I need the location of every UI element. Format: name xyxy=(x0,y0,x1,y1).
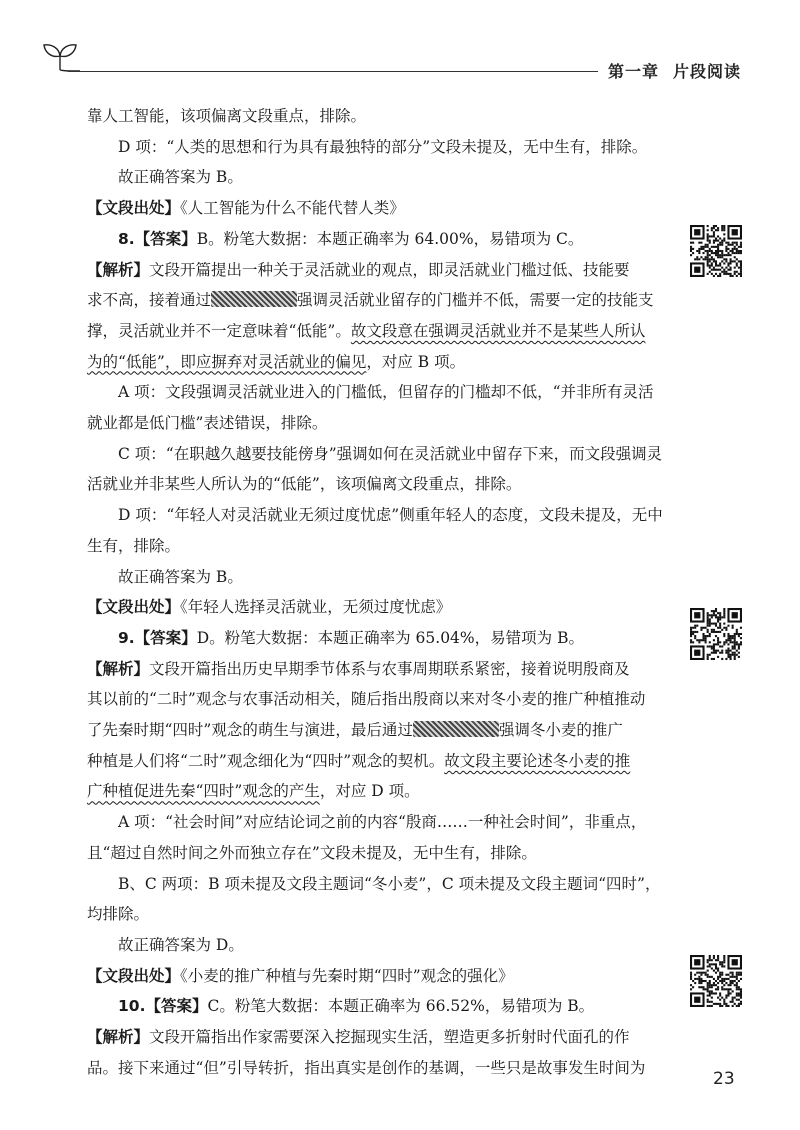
text-line: 故正确答案为 D。 xyxy=(118,935,244,954)
text-line: 撑，灵活就业并不一定意味着“低能”。故文段意在强调灵活就业并不是某些人所认 xyxy=(87,321,646,340)
text-line: 生有，排除。 xyxy=(87,536,181,555)
wavy-underline-text: 故文段主要论述冬小麦的推 xyxy=(444,751,631,770)
qr-code-icon[interactable] xyxy=(690,608,742,660)
source-title: 《小麦的推广种植与先秦时期“四时”观念的强化》 xyxy=(180,966,514,985)
text-line: 其以前的“二时”观念与农事活动相关，随后指出殷商以来对冬小麦的推广种植推动 xyxy=(87,690,646,709)
text-line: 品。接下来通过“但”引导转折，指出真实是创作的基调，一些只是故事发生时间为 xyxy=(87,1058,646,1077)
text-line: 了先秦时期“四时”观念的萌生与演进，最后通过 强调冬小麦的推广 xyxy=(87,721,623,740)
qr-code-icon[interactable] xyxy=(690,225,742,277)
answer-line-q9 xyxy=(87,623,669,654)
wavy-underline-text: 故文段意在强调灵活就业并不是某些人所认 xyxy=(350,321,646,340)
page-header xyxy=(0,0,800,100)
answer-text: B。粉笔大数据：本题正确率为 64.00%，易错项为 C。 xyxy=(196,229,584,248)
scribble-redaction xyxy=(413,721,499,737)
source-line xyxy=(87,961,669,992)
text-line: D 项：“人类的思想和行为具有最独特的部分”文段未提及，无中生有，排除。 xyxy=(118,137,648,156)
analysis-tag: 【解析】 xyxy=(87,1028,150,1047)
text-line: 活就业并非某些人所认为的“低能”，该项偏离文段重点，排除。 xyxy=(87,475,522,494)
page-number: 23 xyxy=(713,1069,735,1089)
answer-text: C。粉笔大数据：本题正确率为 66.52%，易错项为 B。 xyxy=(207,997,595,1016)
analysis-text: 文段开篇提出一种关于灵活就业的观点，即灵活就业门槛过低、技能要 xyxy=(149,260,630,279)
text-line: A 项：文段强调灵活就业进入的门槛低，但留存的门槛却不低，“并非所有灵活 xyxy=(118,383,654,402)
answer-text: D。粉笔大数据：本题正确率为 65.04%，易错项为 B。 xyxy=(196,628,584,647)
source-line xyxy=(87,193,669,224)
text-line: 均排除。 xyxy=(87,905,150,924)
text-line: 种植是人们将“二时”观念细化为“四时”观念的契机。故文段主要论述冬小麦的推 xyxy=(87,751,631,770)
answer-tag: 9.【答案】 xyxy=(118,628,197,647)
wavy-underline-text: 广种植促进先秦“四时”观念的产生 xyxy=(87,782,320,801)
source-tag: 【文段出处】 xyxy=(87,598,181,617)
source-tag: 【文段出处】 xyxy=(87,966,181,985)
answer-tag: 8.【答案】 xyxy=(118,229,197,248)
text-line: 为的“低能”，即应摒弃对灵活就业的偏见，对应 B 项。 xyxy=(87,352,466,371)
analysis-text: 文段开篇指出作家需要深入挖掘现实生活，塑造更多折射时代面孔的作 xyxy=(149,1028,630,1047)
text-line: C 项：“在职越久越要技能傍身”强调如何在灵活就业中留存下来，而文段强调灵 xyxy=(118,444,663,463)
text-line: 且“超过自然时间之外而独立存在”文段未提及，无中生有，排除。 xyxy=(87,843,537,862)
header-title xyxy=(608,59,788,82)
analysis-line xyxy=(87,654,669,685)
text-line: 靠人工智能，该项偏离文段重点，排除。 xyxy=(87,107,367,125)
text-line: 就业都是低门槛”表述错误，排除。 xyxy=(87,414,328,433)
text-line: 求不高，接着通过 强调灵活就业留存的门槛并不低，需要一定的技能支 xyxy=(87,291,654,310)
qr-code-icon[interactable] xyxy=(690,955,742,1007)
answer-tag: 10.【答案】 xyxy=(118,997,208,1016)
answer-line-q8 xyxy=(87,224,669,255)
analysis-text: 文段开篇指出历史早期季节体系与农事周期联系紧密，接着说明殷商及 xyxy=(149,659,630,678)
source-line xyxy=(87,592,669,623)
answer-explanation-text xyxy=(87,101,669,1084)
wavy-underline-text: 为的“低能”，即应摒弃对灵活就业的偏见 xyxy=(87,352,367,371)
text-line: B、C 两项：B 项未提及文段主题词“冬小麦”，C 项未提及文段主题词“四时”， xyxy=(118,874,661,893)
analysis-line xyxy=(87,255,669,286)
analysis-tag: 【解析】 xyxy=(87,659,150,678)
chapter-label: 第一章 xyxy=(608,62,660,81)
source-title: 《人工智能为什么不能代替人类》 xyxy=(180,199,405,218)
analysis-line xyxy=(87,1022,669,1053)
analysis-tag: 【解析】 xyxy=(87,260,150,279)
text-line: 故正确答案为 B。 xyxy=(118,168,243,187)
source-tag: 【文段出处】 xyxy=(87,199,181,218)
scribble-redaction xyxy=(211,291,297,307)
text-line: A 项：“社会时间”对应结论词之前的内容“殷商……一种社会时间”，非重点， xyxy=(118,813,647,832)
text-line: D 项：“年轻人对灵活就业无须过度忧虑”侧重年轻人的态度，文段未提及，无中 xyxy=(118,506,663,525)
text-line: 故正确答案为 B。 xyxy=(118,567,243,586)
section-label: 片段阅读 xyxy=(673,62,742,81)
header-rule xyxy=(68,71,598,72)
source-title: 《年轻人选择灵活就业，无须过度忧虑》 xyxy=(180,598,452,617)
text-line: 广种植促进先秦“四时”观念的产生，对应 D 项。 xyxy=(87,782,420,801)
answer-line-q10 xyxy=(87,991,669,1022)
